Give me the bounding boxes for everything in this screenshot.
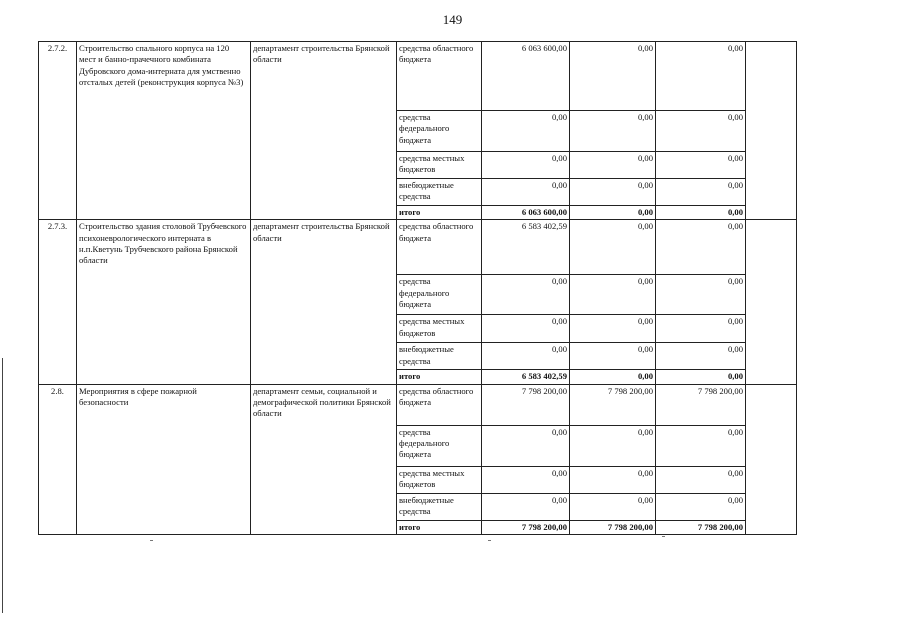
amount-3: 0,00 xyxy=(656,206,746,220)
amount-2: 0,00 xyxy=(570,466,656,493)
section-code: 2.7.3. xyxy=(39,220,77,384)
amount-1: 0,00 xyxy=(482,179,570,206)
amount-2: 0,00 xyxy=(570,315,656,343)
funding-source: средства федерального бюджета xyxy=(397,425,482,466)
section-name: Строительство здания столовой Трубчевского психоневрологического интерната в н.п.Кветунь Трубчевского района Брянской области xyxy=(77,220,251,384)
amount-1: 0,00 xyxy=(482,343,570,370)
amount-2: 0,00 xyxy=(570,275,656,315)
funding-source: средства федерального бюджета xyxy=(397,275,482,315)
table-row xyxy=(39,384,797,425)
amount-3: 0,00 xyxy=(656,370,746,384)
amount-2: 0,00 xyxy=(570,152,656,179)
amount-1: 6 063 600,00 xyxy=(482,206,570,220)
section-name: Мероприятия в сфере пожарной безопасности xyxy=(77,384,251,534)
scan-speck xyxy=(150,540,153,541)
section-executor: департамент строительства Брянской области xyxy=(251,220,397,384)
amount-1: 0,00 xyxy=(482,275,570,315)
funding-source: средства областного бюджета xyxy=(397,384,482,425)
funding-source: средства областного бюджета xyxy=(397,220,482,275)
amount-3: 0,00 xyxy=(656,111,746,152)
amount-1: 0,00 xyxy=(482,315,570,343)
amount-2: 7 798 200,00 xyxy=(570,384,656,425)
scan-speck xyxy=(488,540,491,541)
funding-source: внебюджетные средства xyxy=(397,493,482,520)
funding-source: итого xyxy=(397,206,482,220)
amount-1: 0,00 xyxy=(482,493,570,520)
amount-2: 0,00 xyxy=(570,370,656,384)
amount-3: 0,00 xyxy=(656,220,746,275)
empty-cell xyxy=(746,220,797,384)
table-row xyxy=(39,220,797,275)
amount-3: 7 798 200,00 xyxy=(656,520,746,534)
amount-1: 6 583 402,59 xyxy=(482,220,570,275)
amount-3: 0,00 xyxy=(656,343,746,370)
amount-3: 0,00 xyxy=(656,42,746,111)
empty-cell xyxy=(746,384,797,534)
funding-source: внебюджетные средства xyxy=(397,343,482,370)
funding-source: внебюджетные средства xyxy=(397,179,482,206)
funding-source: итого xyxy=(397,520,482,534)
amount-1: 6 063 600,00 xyxy=(482,42,570,111)
amount-2: 7 798 200,00 xyxy=(570,520,656,534)
scan-edge-line xyxy=(2,358,3,613)
budget-table xyxy=(38,41,797,535)
amount-2: 0,00 xyxy=(570,425,656,466)
amount-3: 0,00 xyxy=(656,179,746,206)
amount-2: 0,00 xyxy=(570,343,656,370)
empty-cell xyxy=(746,42,797,220)
amount-2: 0,00 xyxy=(570,111,656,152)
amount-3: 0,00 xyxy=(656,493,746,520)
amount-3: 0,00 xyxy=(656,152,746,179)
amount-1: 0,00 xyxy=(482,466,570,493)
amount-2: 0,00 xyxy=(570,42,656,111)
amount-2: 0,00 xyxy=(570,179,656,206)
amount-1: 0,00 xyxy=(482,111,570,152)
section-executor: департамент строительства Брянской области xyxy=(251,42,397,220)
funding-source: средства местных бюджетов xyxy=(397,152,482,179)
amount-1: 0,00 xyxy=(482,152,570,179)
funding-source: средства местных бюджетов xyxy=(397,466,482,493)
funding-source: средства местных бюджетов xyxy=(397,315,482,343)
section-code: 2.8. xyxy=(39,384,77,534)
funding-source: итого xyxy=(397,370,482,384)
amount-2: 0,00 xyxy=(570,206,656,220)
amount-1: 7 798 200,00 xyxy=(482,384,570,425)
amount-2: 0,00 xyxy=(570,493,656,520)
amount-3: 0,00 xyxy=(656,315,746,343)
funding-source: средства областного бюджета xyxy=(397,42,482,111)
amount-3: 0,00 xyxy=(656,425,746,466)
amount-3: 0,00 xyxy=(656,466,746,493)
section-executor: департамент семьи, социальной и демографической политики Брянской области xyxy=(251,384,397,534)
funding-source: средства федерального бюджета xyxy=(397,111,482,152)
amount-1: 6 583 402,59 xyxy=(482,370,570,384)
amount-2: 0,00 xyxy=(570,220,656,275)
amount-1: 0,00 xyxy=(482,425,570,466)
section-name: Строительство спального корпуса на 120 мест и банно-прачечного комбината Дубровского дома-интерната для умственно отсталых детей (реконструкция корпуса №3) xyxy=(77,42,251,220)
section-code: 2.7.2. xyxy=(39,42,77,220)
amount-3: 0,00 xyxy=(656,275,746,315)
amount-3: 7 798 200,00 xyxy=(656,384,746,425)
page-number: 149 xyxy=(442,12,463,27)
amount-1: 7 798 200,00 xyxy=(482,520,570,534)
table-row xyxy=(39,42,797,111)
scan-speck xyxy=(662,536,665,537)
